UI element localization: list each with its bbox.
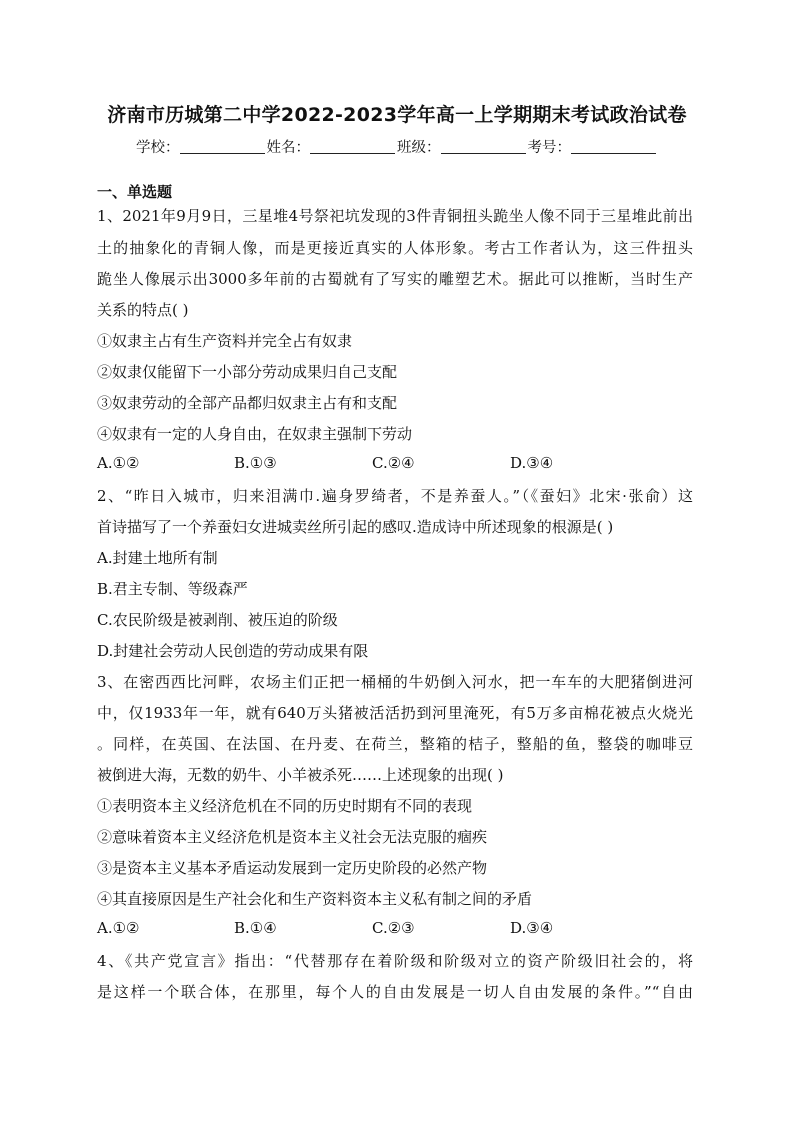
q3-statement: ③是资本主义基本矛盾运动发展到一定历史阶段的必然产物	[97, 859, 488, 877]
q4-line: 是这样一个联合体，在那里，每个人的自由发展是一切人自由发展的条件。”“自由	[97, 983, 693, 1001]
number-blank[interactable]	[571, 139, 656, 154]
q2-option-b[interactable]: B.君主专制、等级森严	[97, 580, 248, 598]
q3-option-b[interactable]: B.①④	[234, 919, 277, 937]
class-blank[interactable]	[441, 139, 526, 154]
q1-statement: ④奴隶有一定的人身自由，在奴隶主强制下劳动	[97, 425, 413, 443]
q1-option-c[interactable]: C.②④	[372, 454, 415, 472]
class-label: 班级：	[397, 140, 441, 156]
q1-statement: ②奴隶仅能留下一小部分劳动成果归自己支配	[97, 363, 398, 381]
q1-line: 关系的特点( )	[97, 301, 189, 319]
q3-statement: ②意味着资本主义经济危机是资本主义社会无法克服的痼疾	[97, 828, 488, 846]
q2-line: 2、“昨日入城市，归来泪满巾.遍身罗绮者，不是养蚕人。”（《蚕妇》北宋·张俞）这	[97, 487, 693, 505]
q3-line: 3、在密西西比河畔，农场主们正把一桶桶的牛奶倒入河水，把一车车的大肥猪倒进河	[97, 673, 693, 691]
section-heading: 一、单选题	[97, 183, 173, 201]
q2-option-c[interactable]: C.农民阶级是被剥削、被压迫的阶级	[97, 611, 338, 629]
q3-statement: ①表明资本主义经济危机在不同的历史时期有不同的表现	[97, 797, 473, 815]
q1-line: 土的抽象化的青铜人像，而是更接近真实的人体形象。考古工作者认为，这三件扭头	[97, 239, 693, 257]
page-title: 济南市历城第二中学2022-2023学年高一上学期期末考试政治试卷	[107, 104, 687, 126]
q1-statement: ③奴隶劳动的全部产品都归奴隶主占有和支配	[97, 394, 398, 412]
school-label: 学校：	[136, 140, 180, 156]
q3-line: 被倒进大海，无数的奶牛、小羊被杀死……上述现象的出现( )	[97, 766, 504, 784]
q3-option-a[interactable]: A.①②	[97, 919, 140, 937]
q3-option-d[interactable]: D.③④	[510, 919, 554, 937]
q1-line: 1、2021年9月9日，三星堆4号祭祀坑发现的3件青铜扭头跪坐人像不同于三星堆此前出	[97, 207, 693, 225]
q2-line: 首诗描写了一个养蚕妇女进城卖丝所引起的感叹.造成诗中所述现象的根源是( )	[97, 518, 614, 536]
q4-line: 4、《共产党宣言》指出：“代替那存在着阶级和阶级对立的资产阶级旧社会的，将	[97, 952, 693, 970]
student-info-line	[0, 136, 794, 157]
q3-line: 。同样，在英国、在法国、在丹麦、在荷兰，整箱的桔子，整船的鱼，整袋的咖啡豆	[97, 735, 693, 753]
q1-option-b[interactable]: B.①③	[234, 454, 277, 472]
name-label: 姓名：	[266, 140, 310, 156]
q1-statement: ①奴隶主占有生产资料并完全占有奴隶	[97, 332, 353, 350]
q2-option-a[interactable]: A.封建土地所有制	[97, 549, 218, 567]
number-label: 考号：	[527, 140, 571, 156]
q1-line: 跪坐人像展示出3000多年前的古蜀就有了写实的雕塑艺术。据此可以推断，当时生产	[97, 270, 693, 288]
q1-option-a[interactable]: A.①②	[97, 454, 140, 472]
name-blank[interactable]	[310, 139, 395, 154]
q3-line: 中，仅1933年一年，就有640万头猪被活活扔到河里淹死，有5万多亩棉花被点火烧光	[97, 704, 693, 722]
q1-option-d[interactable]: D.③④	[510, 454, 554, 472]
q3-option-c[interactable]: C.②③	[372, 919, 415, 937]
q2-option-d[interactable]: D.封建社会劳动人民创造的劳动成果有限	[97, 642, 369, 660]
school-blank[interactable]	[180, 139, 265, 154]
q3-statement: ④其直接原因是生产社会化和生产资料资本主义私有制之间的矛盾	[97, 890, 533, 908]
